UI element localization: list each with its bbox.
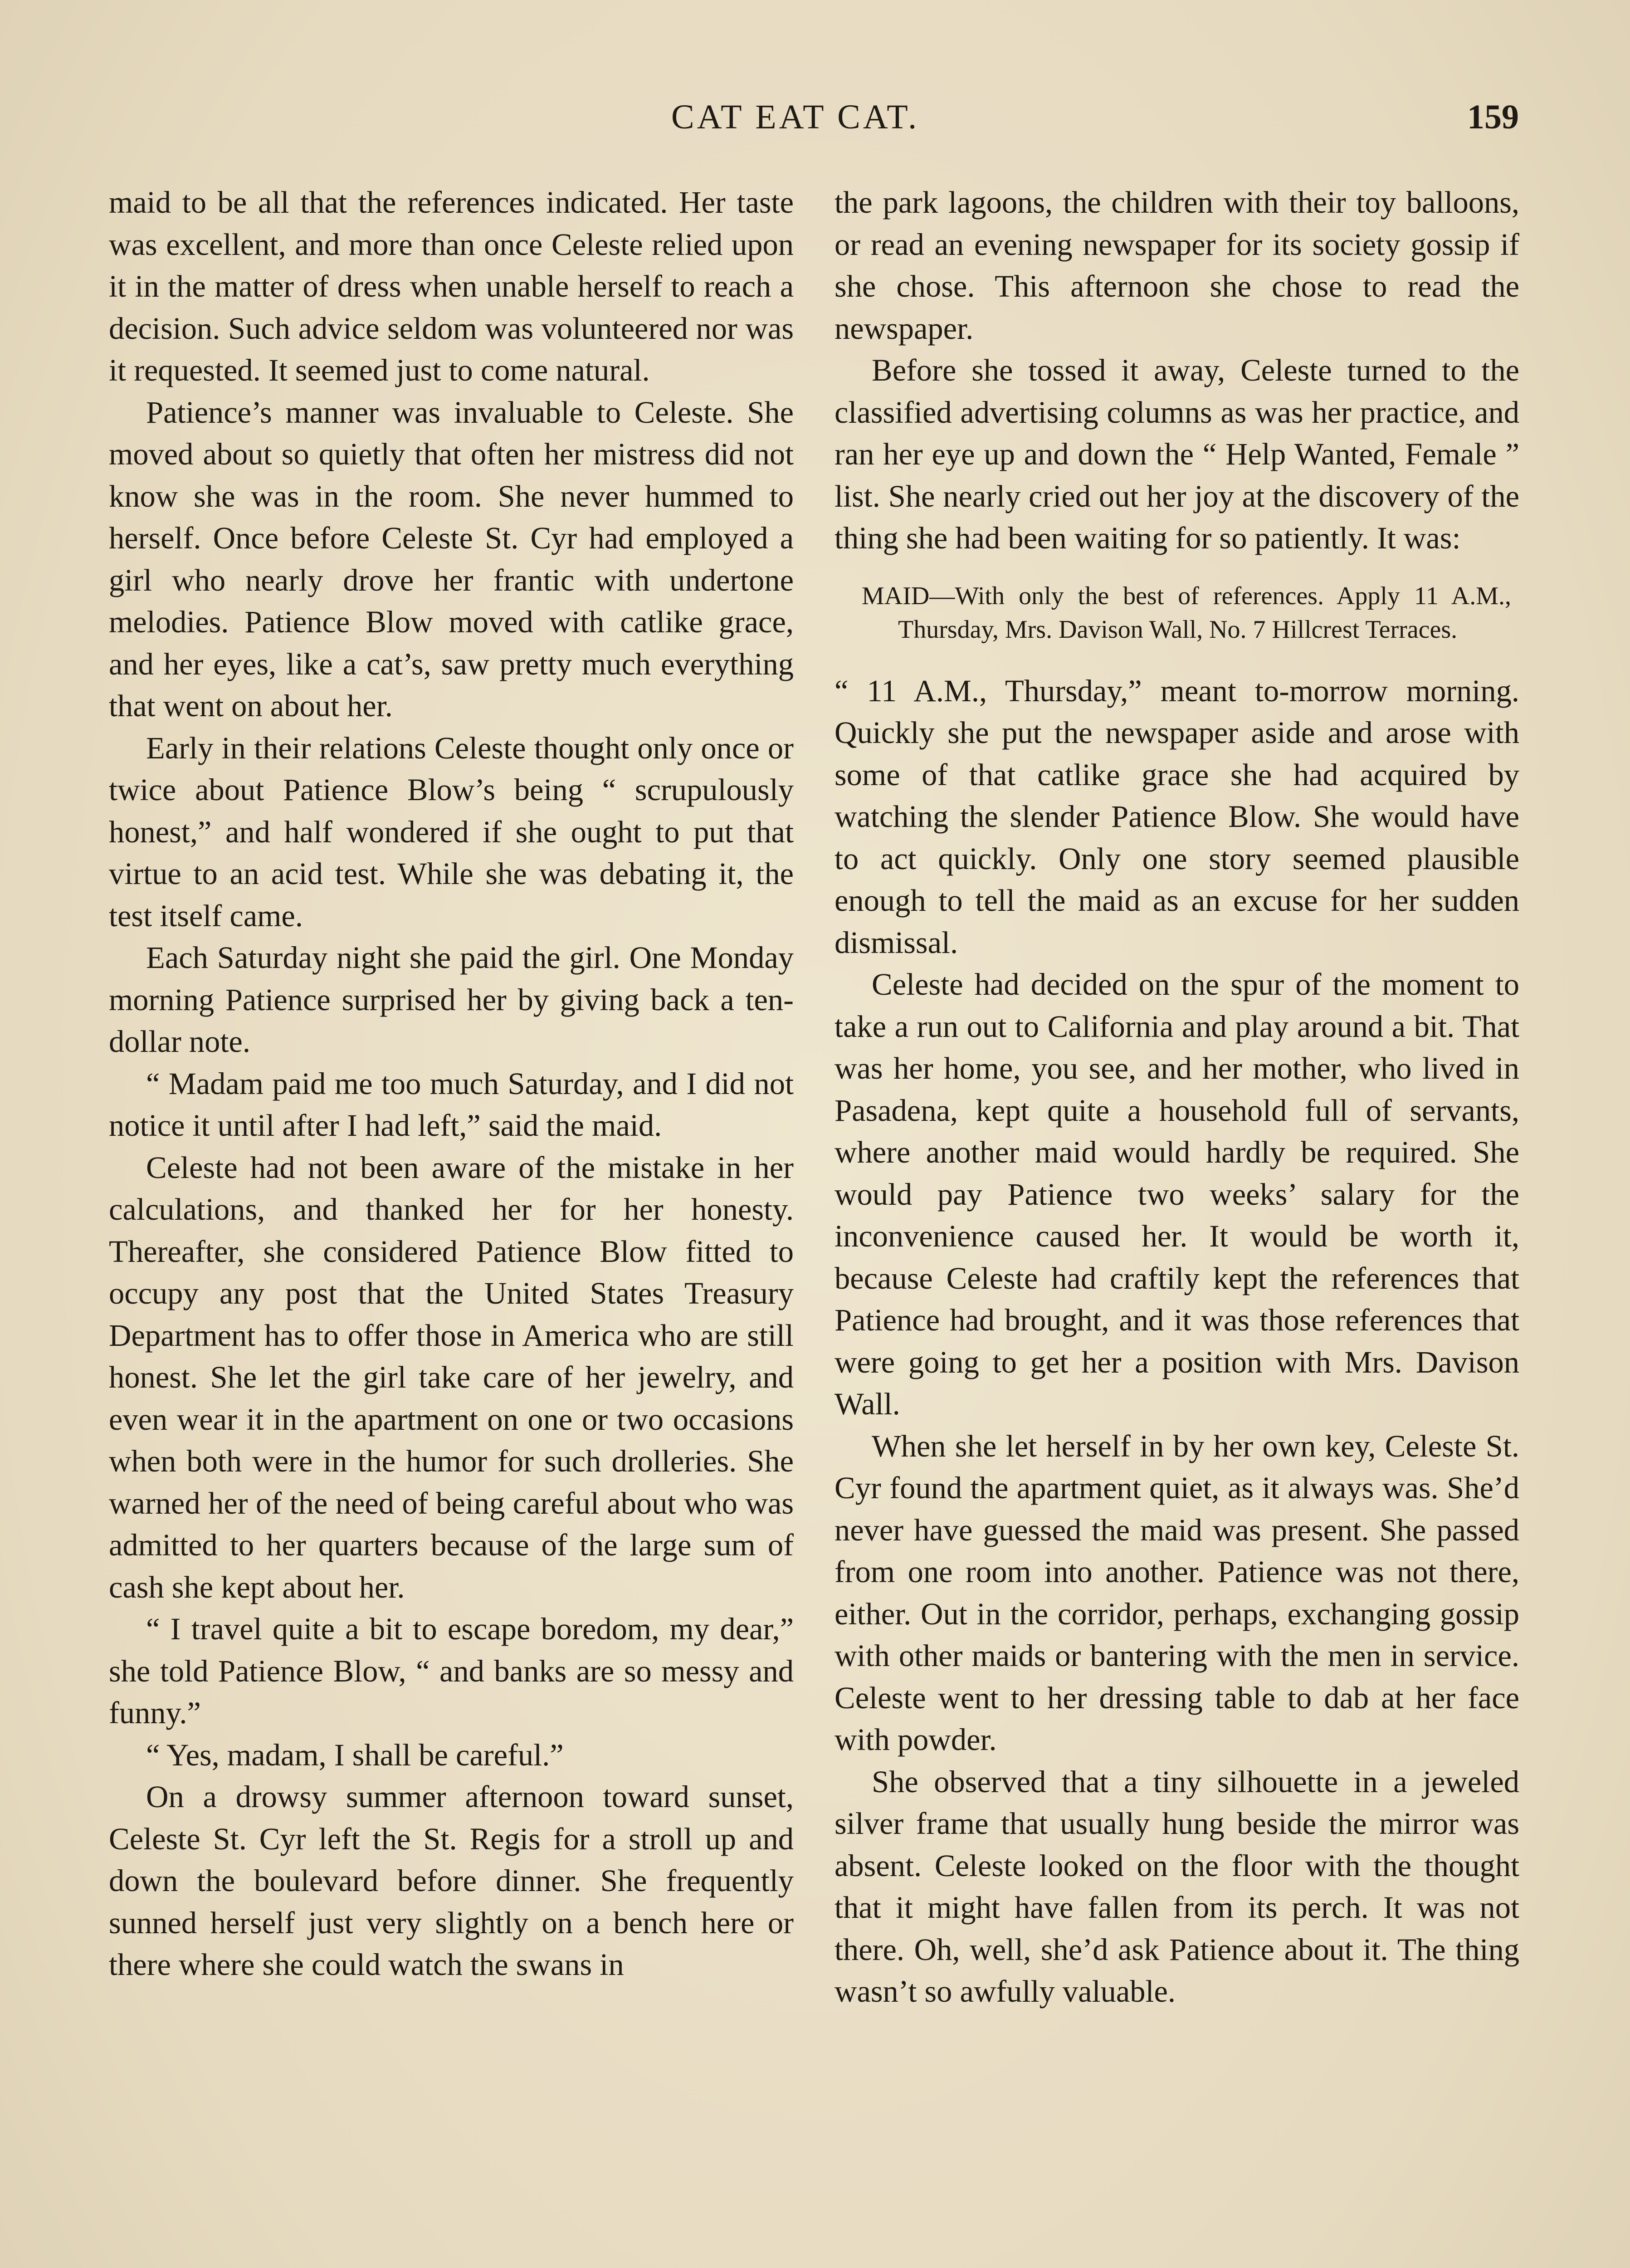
classified-ad-text: MAID—With only the best of references. Apply 11 A.M., Thursday, Mrs. Davison Wall, No. 7 Hillcrest Terraces.	[862, 582, 1511, 644]
paragraph: maid to be all that the references indicated. Her taste was excellent, and more than once Celeste relied upon it in the matter of dress when unable herself to reach a decision. Such advice seldom was volunteered nor was it requested. It seemed just to come natural.	[109, 185, 794, 387]
paragraph: “ 11 A.M., Thursday,” meant to-morrow morning. Quickly she put the newspaper aside and arose with some of that catlike grace she had acquired by watching the slender Patience Blow. She would have to act quickly. Only one story seemed plausible enough to tell the maid as an excuse for her sudden dismissal.	[835, 673, 1519, 960]
paragraph: “ Madam paid me too much Saturday, and I did not notice it until after I had left,” said the maid.	[109, 1066, 794, 1143]
running-title: CAT EAT CAT.	[671, 98, 920, 136]
paragraph: She observed that a tiny silhouette in a jeweled silver frame that usually hung beside the mirror was absent. Celeste looked on the floor with the thought that it might have fallen from its perch. It was not there. Oh, well, she’d ask Patience about it. The thing wasn’t so awfully valuable.	[835, 1764, 1519, 2009]
paragraph: Celeste had not been aware of the mistake in her calculations, and thanked her for her honesty. Thereafter, she considered Patience Blow fitted to occupy any post that the United States Treasury Department has to offer those in America who are still honest. She let the girl take care of her jewelry, and even wear it in the apartment on one or two occasions when both were in the humor for such drolleries. She warned her of the need of being careful about who was admitted to her quarters because of the large sum of cash she kept about her.	[109, 1150, 794, 1604]
paragraph: When she let herself in by her own key, Celeste St. Cyr found the apartment quiet, as it always was. She’d never have guessed the maid was present. She passed from one room into another. Patience was not there, either. Out in the corridor, perhaps, exchanging gossip with other maids or bantering with the men in service. Celeste went to her dressing table to dab at her face with powder.	[835, 1428, 1519, 1757]
paragraph: Celeste had decided on the spur of the moment to take a run out to California and play around a bit. That was her home, you see, and her mother, who lived in Pasadena, kept quite a household full of servants, where another maid would hardly be required. She would pay Patience two weeks’ salary for the inconvenience caused her. It would be worth it, because Celeste had craftily kept the references that Patience had brought, and it was those references that were going to get her a position with Mrs. Davison Wall.	[835, 967, 1519, 1421]
paragraph: Each Saturday night she paid the girl. One Monday morning Patience surprised her by giving back a ten-dollar note.	[109, 940, 794, 1059]
page-number: 159	[1467, 98, 1519, 136]
left-column	[109, 181, 794, 1986]
paragraph: the park lagoons, the children with their toy balloons, or read an evening newspaper for its society gossip if she chose. This afternoon she chose to read the newspaper.	[835, 185, 1519, 346]
right-column	[835, 181, 1519, 2013]
paragraph: On a drowsy summer afternoon toward sunset, Celeste St. Cyr left the St. Regis for a stroll up and down the boulevard before dinner. She frequently sunned herself just very slightly on a bench here or there where she could watch the swans in	[109, 1779, 794, 1982]
paragraph: Early in their relations Celeste thought only once or twice about Patience Blow’s being “ scrupulously honest,” and half wondered if she ought to put that virtue to an acid test. While she was debating it, the test itself came.	[109, 730, 794, 933]
paragraph: “ Yes, madam, I shall be careful.”	[146, 1737, 564, 1772]
paragraph: Before she tossed it away, Celeste turned to the classified advertising columns as was her practice, and ran her eye up and down the “ Help Wanted, Female ” list. She nearly cried out her joy at the discovery of the thing she had been waiting for so patiently. It was:	[835, 353, 1519, 555]
page-header	[0, 98, 1630, 147]
paragraph: “ I travel quite a bit to escape boredom, my dear,” she told Patience Blow, “ and banks are so messy and funny.”	[109, 1612, 794, 1730]
classified-ad	[862, 579, 1511, 646]
paragraph: Patience’s manner was invaluable to Celeste. She moved about so quietly that often her mistress did not know she was in the room. She never hummed to herself. Once before Celeste St. Cyr had employed a girl who nearly drove her frantic with undertone melodies. Patience Blow moved with catlike grace, and her eyes, like a cat’s, saw pretty much everything that went on about her.	[109, 395, 794, 723]
